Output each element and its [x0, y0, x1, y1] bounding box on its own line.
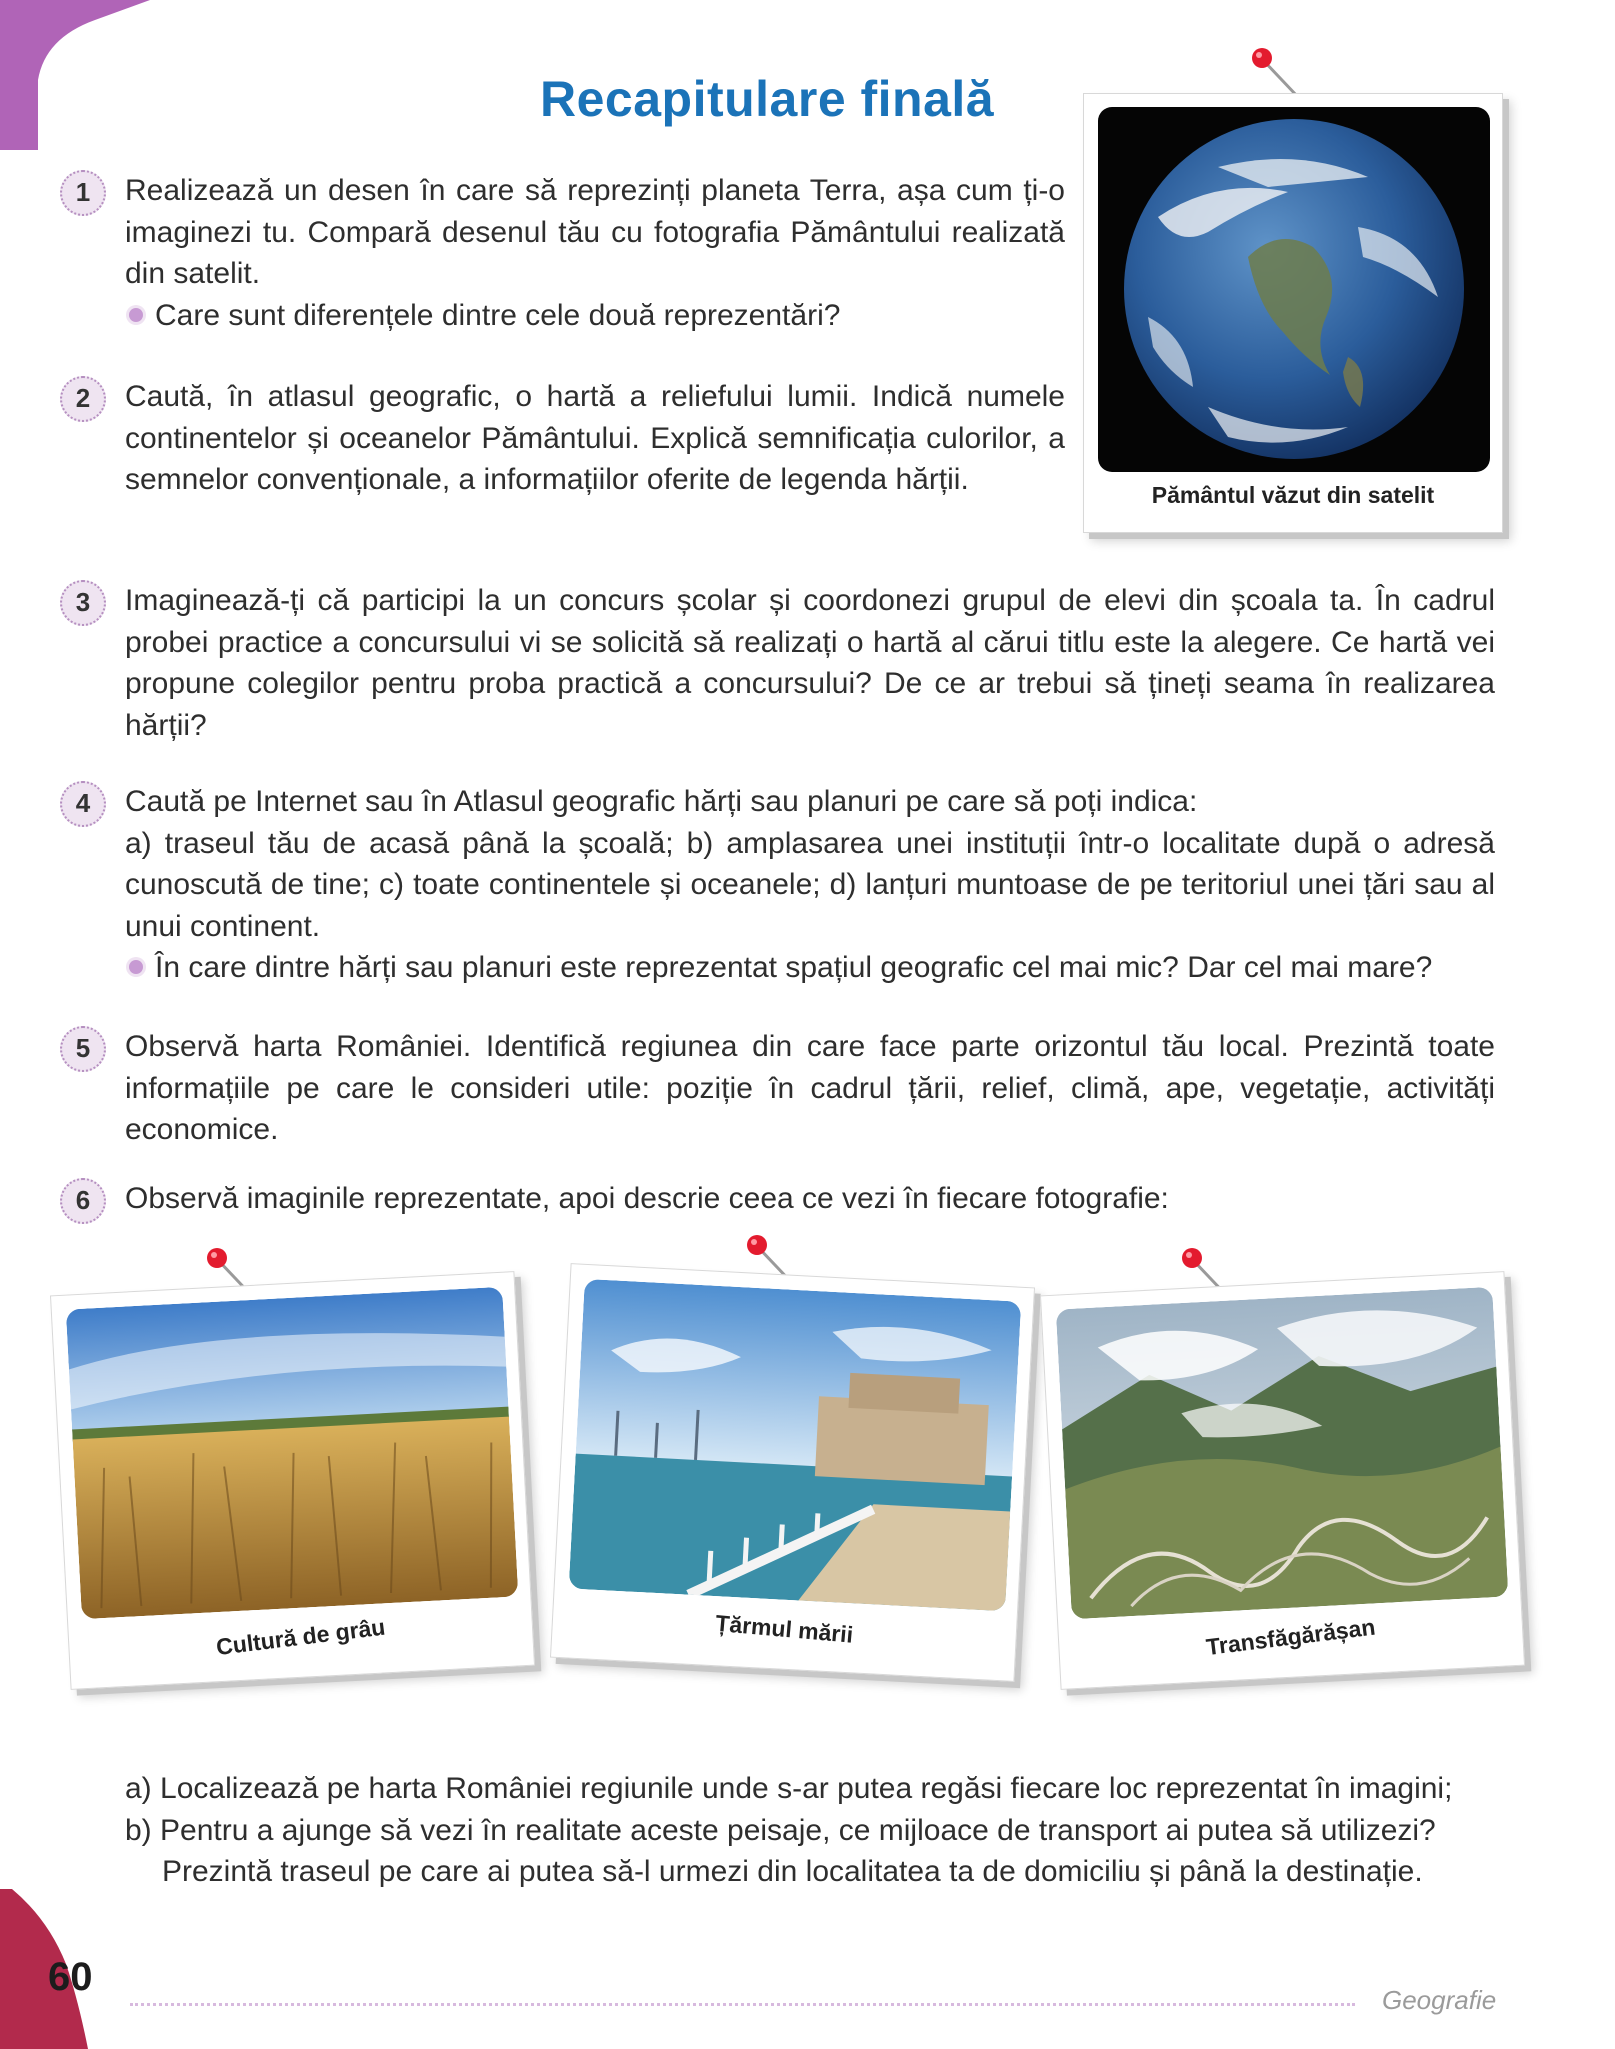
exercise-number: 6 — [60, 1178, 106, 1224]
page-title: Recapitulare finală — [540, 71, 995, 127]
exercise-text: Observă harta României. Identifică regiunea din care face parte orizontul tău local. Prezintă toate informațiile pe care le consideri utile: poziție în cadrul țării, relief, climă, ape, vegetație, activități economice. — [125, 1030, 1495, 1146]
exercise-5 — [60, 1026, 1495, 1151]
exercise-text: Caută, în atlasul geografic, o hartă a reliefului lumii. Indică numele continentelor și oceanelor Pământului. Explică semnificația culorilor, a semnelor convenționale, a informațiilor oferite de legenda hărții. — [125, 380, 1065, 496]
exercise-number: 2 — [60, 376, 106, 422]
exercise-intro: Caută pe Internet sau în Atlasul geografic hărți sau planuri pe care să poți indica: — [125, 785, 1198, 818]
exercise-6 — [60, 1178, 1495, 1220]
page-number: 60 — [48, 1955, 93, 1999]
earth-photo-card — [1083, 93, 1503, 533]
exercise-number: 1 — [60, 170, 106, 216]
earth-photo — [1098, 107, 1490, 472]
photo-caption: Transfăgărășan — [1204, 1613, 1377, 1661]
exercise-bullet: În care dintre hărți sau planuri este reprezentat spațiul geografic cel mai mic? Dar cel mai mare? — [125, 947, 1495, 989]
photo-card-transfagarasan — [1040, 1271, 1525, 1690]
transfagarasan-photo — [1056, 1287, 1509, 1619]
task-b: b) Pentru a ajunge să vezi în realitate aceste peisaje, ce mijloace de transport ai putea să utilizezi? — [125, 1813, 1436, 1847]
exercise-3 — [60, 580, 1495, 746]
exercise-number: 4 — [60, 781, 106, 827]
exercise-1 — [60, 170, 1065, 336]
corner-decoration-top — [0, 0, 160, 160]
earth-photo-caption: Pământul văzut din satelit — [1151, 482, 1435, 508]
task-a: a) Localizează pe harta României regiunile unde s-ar putea regăsi fiecare loc reprezentat în imagini; — [125, 1772, 1453, 1805]
exercise-4 — [60, 781, 1495, 989]
exercise-number: 5 — [60, 1026, 106, 1072]
subject-label: Geografie — [1382, 1985, 1497, 2015]
photo-card-shore — [550, 1263, 1035, 1682]
exercise-text: a) traseul tău de acasă până la școală; b) amplasarea unei instituții într-o localitate după o adresă cunoscută de tine; c) toate continentele și oceanele; d) lanțuri muntoase de pe teritoriul unei țări sau al unui continent. — [125, 826, 1495, 943]
exercise-text: Imaginează-ți că participi la un concurs școlar și coordonezi grupul de elevi din școala ta. În cadrul probei practice a concursului vi se solicită să realizați o hartă al cărui titlu este la alegere. Ce hartă vei propune colegilor pentru proba practică a concursului? De ce ar trebui să țineți seama în realizarea hărții? — [125, 584, 1495, 742]
exercise-2 — [60, 376, 1065, 501]
exercise-bullet: Care sunt diferențele dintre cele două reprezentări? — [125, 295, 1065, 337]
exercise-6-tasks — [60, 1768, 1495, 1893]
wheat-photo — [66, 1287, 519, 1619]
photo-caption: Țărmul mării — [714, 1609, 855, 1648]
exercise-number: 3 — [60, 580, 106, 626]
shore-photo — [569, 1279, 1022, 1611]
photo-card-wheat — [50, 1271, 535, 1690]
exercise-text: Realizează un desen în care să reprezinți planeta Terra, așa cum ți-o imaginezi tu. Compară desenul tău cu fotografia Pământului realizată din satelit. — [125, 174, 1065, 290]
task-b-continued: Prezintă traseul pe care ai putea să-l urmezi din localitatea ta de domiciliu și până la destinație. — [162, 1855, 1423, 1888]
exercise-text: Observă imaginile reprezentate, apoi descrie ceea ce vezi în fiecare fotografie: — [125, 1182, 1169, 1215]
photo-caption: Cultură de grâu — [214, 1613, 387, 1661]
footer-divider — [130, 2003, 1355, 2006]
